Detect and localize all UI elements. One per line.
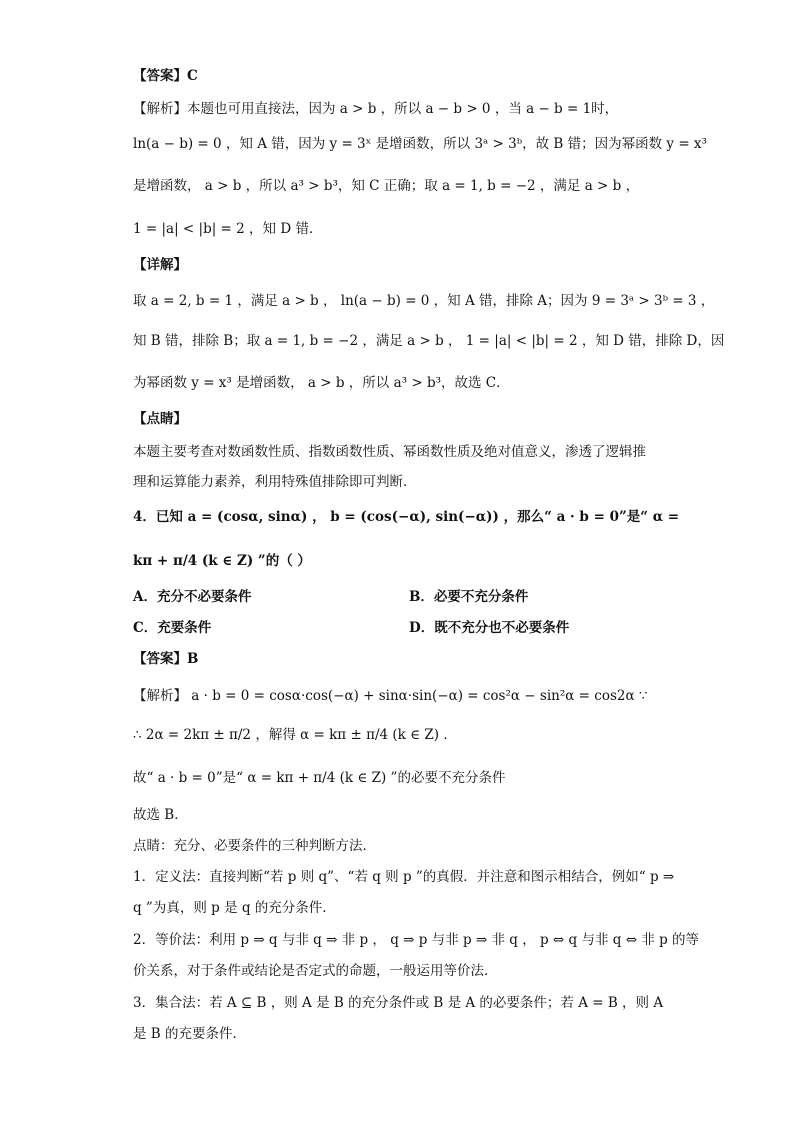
option-d: D．既不充分也不必要条件 [409,620,570,636]
answer-label-4: 【答案】B [133,651,199,667]
option-c: C．充要条件 [133,620,212,636]
comment-heading: 【点睛】 [133,411,187,427]
question-4-line-1: 4．已知 a = (cosα, sinα) ， b = (cos(−α), sin(−α)) ，那么“ a · b = 0”是“ α = [133,509,680,525]
method-3-line-1: 3．集合法：若 A ⊆ B ，则 A 是 B 的充分条件或 B 是 A 的必要条件；若 A = B ，则 A [133,995,664,1011]
analysis-line-3: 是增函数， a > b ，所以 a³ > b³，知 C 正确；取 a = 1, b = −2 ，满足 a > b ， [133,178,640,194]
detail-line-2: 知 B 错，排除 B；取 a = 1, b = −2 ，满足 a > b ， 1 = |a| < |b| = 2 ，知 D 错，排除 D，因 [133,333,725,349]
detail-heading: 【详解】 [133,257,187,273]
analysis-line-1: 【解析】本题也可用直接法，因为 a > b ，所以 a − b > 0 ，当 a − b = 1时， [133,101,619,117]
comment-line-1: 本题主要考查对数函数性质、指数函数性质、幂函数性质及绝对值意义，渗透了逻辑推 [133,444,646,460]
tip-heading: 点睛：充分、必要条件的三种判断方法． [133,838,376,854]
analysis4-line-4: 故选 B． [133,807,188,823]
analysis-line-4: 1 = |a| < |b| = 2 ，知 D 错． [133,221,323,237]
method-1-line-2: q ”为真，则 p 是 q 的充分条件． [133,900,336,916]
method-3-line-2: 是 B 的充要条件． [133,1026,247,1042]
option-b: B．必要不充分条件 [409,589,529,605]
method-1-line-1: 1．定义法：直接判断“若 p 则 q”、“若 q 则 p ”的真假．并注意和图示相结合，例如“ p ⇒ [133,869,675,885]
option-a: A．充分不必要条件 [133,589,252,605]
question-4-line-2: kπ + π/4 (k ∈ Z) ”的（ ） [133,553,311,569]
analysis4-line-1: 【解析】 a · b = 0 = cosα·cos(−α) + sinα·sin(−α) = cos²α − sin²α = cos2α ∵ [133,688,648,704]
detail-line-3: 为幂函数 y = x³ 是增函数， a > b ，所以 a³ > b³，故选 C． [133,375,510,391]
method-2-line-1: 2．等价法：利用 p ⇒ q 与非 q ⇒ 非 p ， q ⇒ p 与非 p ⇒ 非 q ， p ⇔ q 与非 q ⇔ 非 p 的等 [133,932,700,948]
analysis4-line-2: ∴ 2α = 2kπ ± π/2 ，解得 α = kπ ± π/4 (k ∈ Z) ． [133,727,457,743]
analysis-line-2: ln(a − b) = 0 ，知 A 错，因为 y = 3ˣ 是增函数，所以 3ᵃ > 3ᵇ，故 B 错；因为幂函数 y = x³ [133,136,707,152]
detail-line-1: 取 a = 2, b = 1 ，满足 a > b ， ln(a − b) = 0 ，知 A 错，排除 A；因为 9 = 3ᵃ > 3ᵇ = 3 ， [133,293,715,309]
comment-line-2: 理和运算能力素养，利用特殊值排除即可判断． [133,474,417,490]
method-2-line-2: 价关系，对于条件或结论是否定式的命题，一般运用等价法． [133,963,498,979]
answer-label-3: 【答案】C [133,68,198,84]
analysis4-line-3: 故“ a · b = 0”是“ α = kπ + π/4 (k ∈ Z) ”的必要不充分条件 [133,770,506,786]
